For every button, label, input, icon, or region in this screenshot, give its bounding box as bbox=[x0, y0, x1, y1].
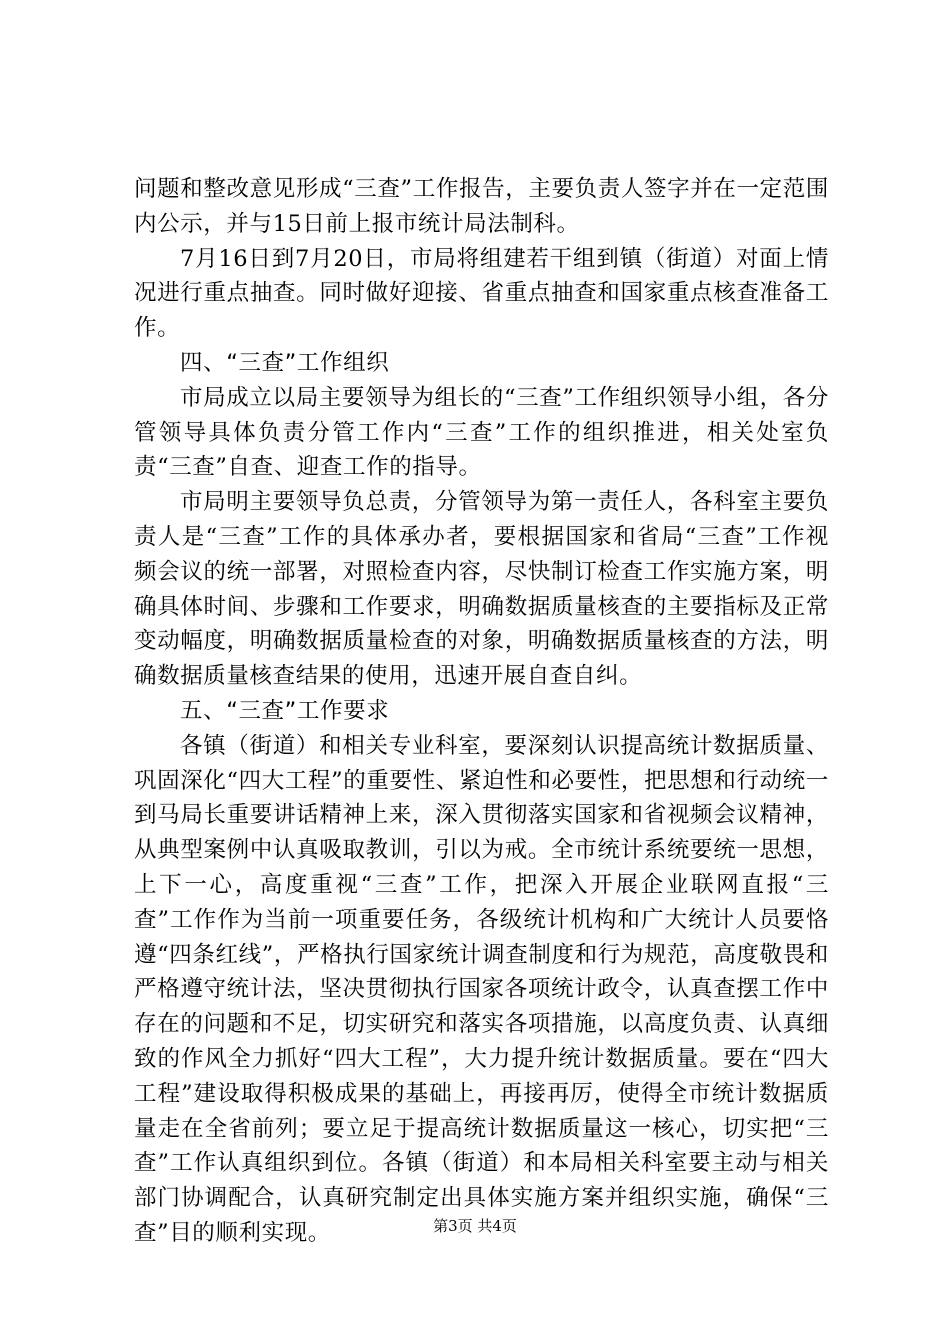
paragraph-report-submission: 问题和整改意见形成“三查”工作报告，主要负责人签字并在一定范围内公示，并与15日前上报市统计局法制科。 bbox=[134, 176, 829, 237]
document-body bbox=[134, 172, 829, 1251]
section-heading-organization: 四、“三查”工作组织 bbox=[180, 349, 390, 376]
paragraph-responsibility: 市局明主要领导负总责，分管领导为第一责任人，各科室主要负责人是“三查”工作的具体承办者，要根据国家和省局“三查”工作视频会议的统一部署，对照检查内容，尽快制订检查工作实施方案，明确具体时间、步骤和工作要求，明确数据质量核查的主要指标及正常变动幅度，明确数据质量检查的对象，明确数据质量核查的方法，明确数据质量核查结果的使用，迅速开展自查自纠。 bbox=[134, 489, 829, 690]
paragraph-leadership-group: 市局成立以局主要领导为组长的“三查”工作组织领导小组，各分管领导具体负责分管工作内“三查”工作的组织推进，相关处室负责“三查”自查、迎查工作的指导。 bbox=[134, 384, 829, 481]
paragraph-spot-check: 7月16日到7月20日，市局将组建若干组到镇（街道）对面上情况进行重点抽查。同时做好迎接、省重点抽查和国家重点核查准备工作。 bbox=[134, 245, 829, 342]
paragraph-requirements: 各镇（街道）和相关专业科室，要深刻认识提高统计数据质量、巩固深化“四大工程”的重要性、紧迫性和必要性，把思想和行动统一到马局长重要讲话精神上来，深入贯彻落实国家和省视频会议精神，从典型案例中认真吸取教训，引以为戒。全市统计系统要统一思想，上下一心，高度重视“三查”工作，把深入开展企业联网直报“三查”工作作为当前一项重要任务，各级统计机构和广大统计人员要恪遵“四条红线”，严格执行国家统计调查制度和行为规范，高度敬畏和严格遵守统计法，坚决贯彻执行国家各项统计政令，认真查摆工作中存在的问题和不足，切实研究和落实各项措施，以高度负责、认真细致的作风全力抓好“四大工程”，大力提升统计数据质量。要在“四大工程”建设取得积极成果的基础上，再接再厉，使得全市统计数据质量走在全省前列；要立足于提高统计数据质量这一核心，切实把“三查”工作认真组织到位。各镇（街道）和本局相关科室要主动与相关部门协调配合，认真研究制定出具体实施方案并组织实施，确保“三查”目的顺利实现。 bbox=[134, 732, 829, 1246]
page-number-footer: 第3页 共4页 bbox=[433, 1217, 517, 1235]
section-heading-requirements: 五、“三查”工作要求 bbox=[180, 697, 390, 724]
